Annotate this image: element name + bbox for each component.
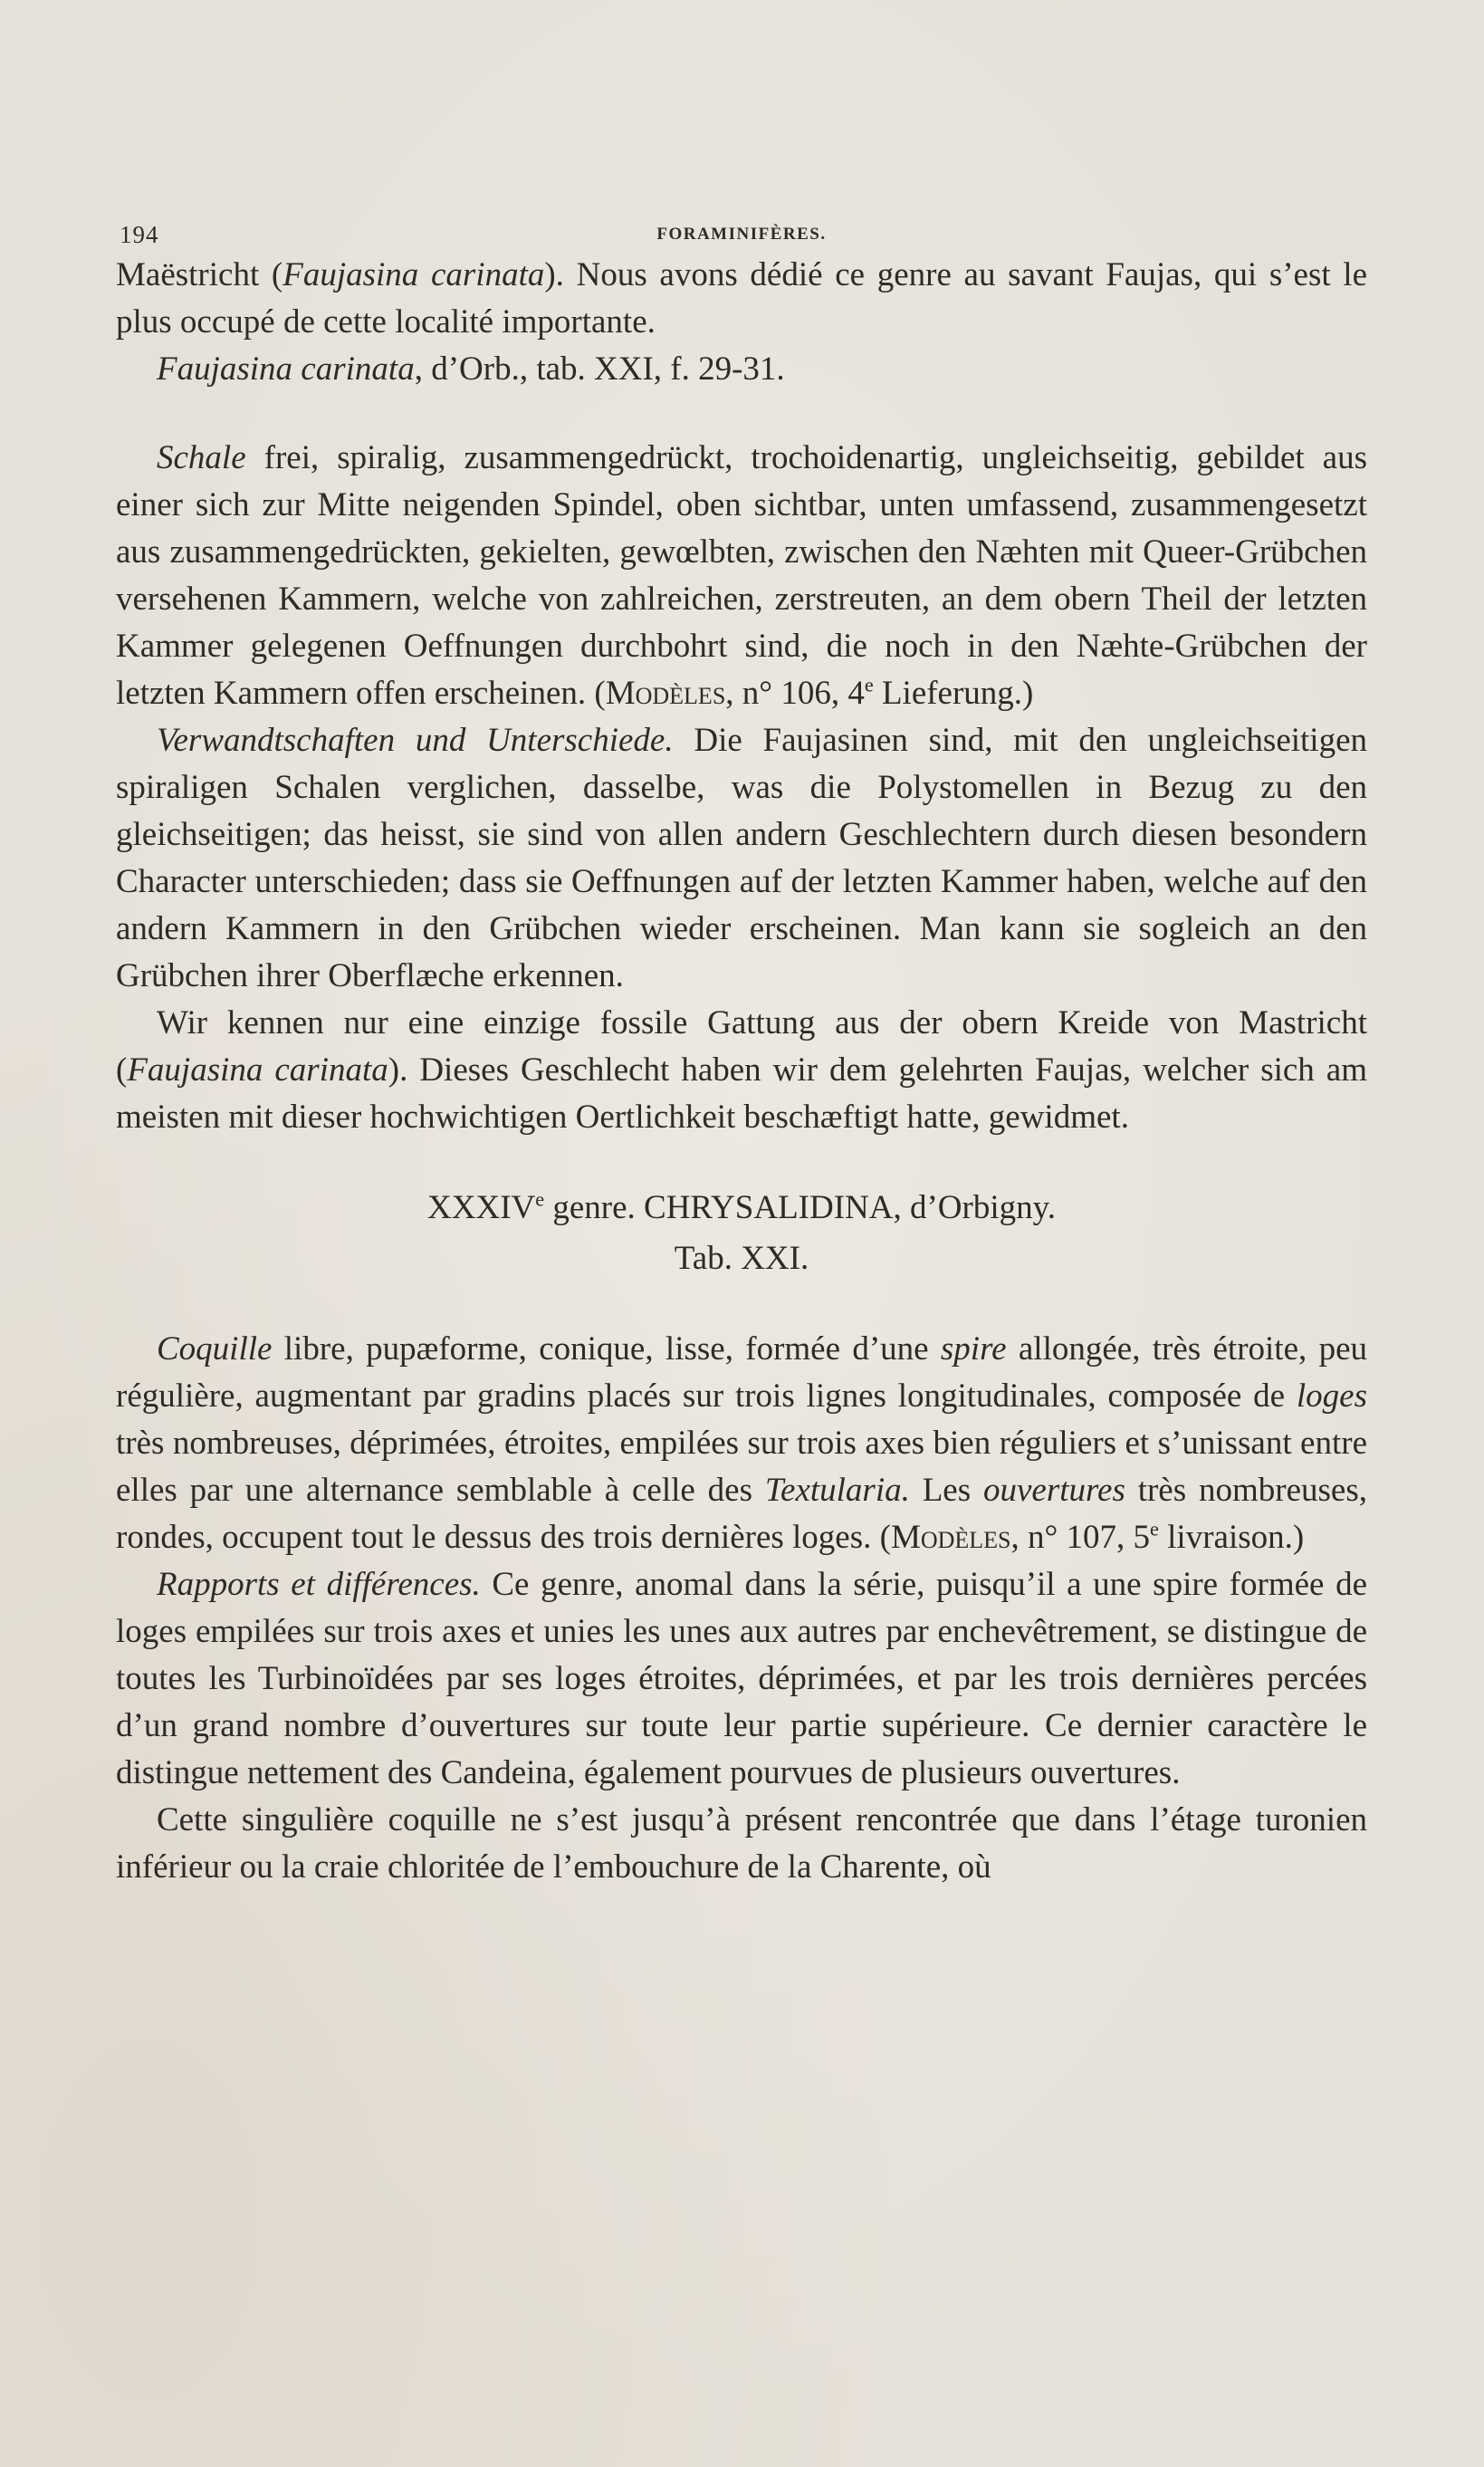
german-fossil-paragraph bbox=[116, 1000, 1367, 1141]
running-title: FORAMINIFÈRES. bbox=[656, 225, 827, 244]
running-head bbox=[116, 216, 1367, 252]
german-schale-term: Schale bbox=[157, 439, 246, 476]
genre-plate-reference: Tab. XXI. bbox=[674, 1240, 809, 1277]
page-number: 194 bbox=[120, 221, 159, 248]
page-body bbox=[116, 216, 1367, 1891]
intro-paragraph bbox=[116, 252, 1367, 346]
french-occurrence-text: Cette singulière coquille ne s’est jusqu’à présent rencontrée que dans l’étage turonien inférieur ou la craie chloritée de l’embouchure de la Charente, où bbox=[116, 1801, 1367, 1886]
german-relations-text: Die Faujasinen sind, mit den ungleichseitigen spiraligen Schalen verglichen, dasselbe, was die Polystomellen in Bezug zu den gleichseitigen; das heisst, sie sind von allen andern Geschlechtern durch diesen besondern Character unterschieden; dass sie Oeffnungen auf der letzten Kammer haben, welche auf den andern Kammern in den Grübchen wieder erscheinen. Man kann sie sogleich an den Grübchen ihrer Oberflæche erkennen. bbox=[116, 722, 1368, 994]
genre-numeral: XXXIV bbox=[427, 1189, 536, 1226]
german-models-tail: Lieferung.) bbox=[873, 675, 1034, 712]
spacer bbox=[116, 393, 1367, 435]
french-text-3: très nombreuses, déprimées, étroites, empilées sur trois axes bien réguliers et s’unissant entre elles par une alternance semblable à celle des bbox=[116, 1425, 1367, 1509]
intro-text-a: Maëstricht ( bbox=[116, 256, 283, 293]
french-models-tail: livraison.) bbox=[1158, 1519, 1305, 1556]
french-relations-paragraph bbox=[116, 1561, 1367, 1797]
genre-heading bbox=[116, 1183, 1367, 1234]
spacer bbox=[116, 1284, 1367, 1326]
spacer bbox=[116, 1141, 1367, 1183]
german-models-sup: e bbox=[864, 673, 874, 696]
french-text-1: libre, pupæforme, conique, lisse, formée d’une bbox=[272, 1330, 941, 1368]
french-text-5: très nombreuses, rondes, occupent tout le dessus des trois dernières loges. ( bbox=[116, 1472, 1367, 1556]
intro-species: Faujasina carinata bbox=[282, 256, 545, 293]
german-fossil-text-b: ). Dieses Geschlecht haben wir dem gelehrten Faujas, welcher sich am meisten mit dieser hochwichtigen Oertlichkeit beschæftigt hatte, gewidmet. bbox=[116, 1051, 1367, 1136]
genre-name: genre. CHRYSALIDINA, d’Orbigny. bbox=[544, 1189, 1056, 1226]
french-description-paragraph bbox=[116, 1326, 1367, 1561]
species-reference bbox=[157, 346, 1367, 393]
reference-species: Faujasina carinata bbox=[157, 350, 415, 388]
german-relations-paragraph bbox=[116, 717, 1367, 1000]
french-term-textularia: Textularia. bbox=[764, 1472, 910, 1509]
german-description-paragraph bbox=[116, 435, 1367, 717]
german-models-label: Modèles bbox=[605, 675, 726, 712]
french-term-spire: spire bbox=[940, 1330, 1007, 1368]
french-text-2: allongée, très étroite, peu régulière, augmentant par gradins placés sur trois lignes longitudinales, composée de bbox=[116, 1330, 1367, 1415]
genre-numeral-sup: e bbox=[535, 1187, 545, 1211]
french-models-sup: e bbox=[1150, 1517, 1159, 1541]
french-occurrence-paragraph bbox=[116, 1797, 1367, 1891]
german-fossil-species: Faujasina carinata bbox=[127, 1051, 388, 1089]
french-text-4: Les bbox=[909, 1472, 983, 1509]
french-relations-text: Ce genre, anomal dans la série, puisqu’il a une spire formée de loges empilées sur trois axes et unies les unes aux autres par enchevêtrement, se distingue de toutes les Turbinoïdées par ses loges étroites, déprimées, et par les trois dernières percées d’un grand nombre d’ouvertures sur toute leur partie supérieure. Ce dernier caractère le distingue nettement des Candeina, également pourvues de plusieurs ouvertures. bbox=[116, 1566, 1367, 1791]
intro-text-b: ). Nous avons dédié ce genre au savant Faujas, qui s’est le plus occupé de cette localité importante. bbox=[116, 256, 1368, 341]
french-relations-heading: Rapports et différences. bbox=[157, 1566, 481, 1603]
german-fossil-text-a: Wir kennen nur eine einzige fossile Gattung aus der obern Kreide von Mastricht ( bbox=[116, 1004, 1367, 1089]
german-relations-heading: Verwandtschaften und Unterschiede. bbox=[157, 722, 674, 759]
reference-text: , d’Orb., tab. XXI, f. 29-31. bbox=[414, 350, 785, 388]
french-term-ouvertures: ouvertures bbox=[982, 1472, 1125, 1509]
french-models-label: Modèles bbox=[890, 1519, 1011, 1556]
french-models-number: , n° 107, 5 bbox=[1010, 1519, 1151, 1556]
german-models-number: , n° 106, 4 bbox=[725, 675, 865, 712]
german-description-text: frei, spiralig, zusammengedrückt, trochoidenartig, ungleichseitig, gebildet aus einer sich zur Mitte neigenden Spindel, oben sichtbar, unten umfassend, zusammengesetzt aus zusammengedrückten, gekielten, gewœlbten, zwischen den Næhten mit Queer-Grübchen versehenen Kammern, welche von zahlreichen, zerstreuten, an dem obern Theil der letzten Kammer gelegenen Oeffnungen durchbohrt sind, die noch in den Næhte-Grübchen der letzten Kammern offen erscheinen. ( bbox=[116, 439, 1367, 712]
french-term-coquille: Coquille bbox=[157, 1330, 273, 1368]
french-term-loges: loges bbox=[1296, 1377, 1367, 1415]
